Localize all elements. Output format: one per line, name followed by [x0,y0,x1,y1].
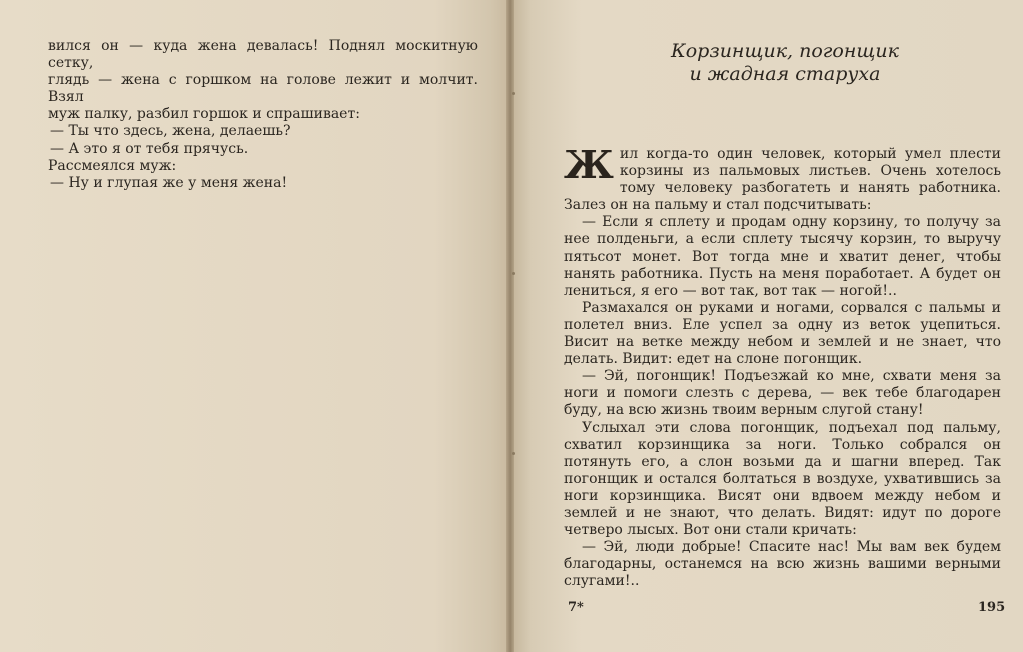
text-line: глядь — жена с горшком на голове лежит и молчит. Взял [48,72,478,106]
binding-stitch [512,272,515,275]
left-page-text [48,38,478,192]
paragraph: — Эй, погонщик! Подъезжай ко мне, схвати меня за ноги и помоги слезть с дерева, — век тебе благодарен буду, на всю жизнь твоим верным слугой стану! [564,368,1001,419]
paragraph: — Если я сплету и продам одну корзину, то получу за нее полденьги, а если сплету тысячу корзин, то выручу пятьсот монет. Вот тогда мне и хватит денег, чтобы нанять работника. Пусть на меня поработает. А будет он лениться, я его — вот так, вот так — ногой!.. [564,214,1001,299]
text-line: — Ну и глупая же у меня жена! [50,174,288,191]
book-spine [506,0,514,652]
binding-stitch [512,452,515,455]
title-line-1: Корзинщик, погонщик [671,40,899,62]
right-page-text [564,142,1001,590]
drop-cap: Ж [564,142,614,187]
text-line: вился он — куда жена девалась! Поднял москитную сетку, [48,38,478,72]
text-line: — Ты что здесь, жена, делаешь? [50,123,291,140]
page-number: 195 [978,600,1006,615]
signature-mark: 7* [568,600,584,615]
paragraph: — Эй, люди добрые! Спасите нас! Мы вам век будем благодарны, останемся на всю жизнь вашими верными слугами!.. [564,539,1001,590]
story-title [620,40,950,86]
title-line-2: и жадная старуха [689,63,881,85]
binding-stitch [512,92,515,95]
paragraph-first [564,142,1001,214]
paragraph: Услыхал эти слова погонщик, подъехал под пальму, схватил корзинщика за ноги. Только собрался он потянуть его, а слон возьми да и шагни вперед. Так погонщик и остался болтаться в воздухе, ухватившись за ноги корзинщика. Висят они вдвоем между небом и землей и не знают, что делать. Видят: идут по дороге четверо лысых. Вот они стали кричать: [564,419,1001,539]
text-line: — А это я от тебя прячусь. [50,140,249,157]
text-line: муж палку, разбил горшок и спрашивает: [48,106,360,123]
text-line: Рассмеялся муж: [48,157,177,174]
paragraph: Размахался он руками и ногами, сорвался с пальмы и полетел вниз. Еле успел за одну из веток уцепиться. Висит на ветке между небом и землей и не знает, что делать. Видит: едет на слоне погонщик. [564,299,1001,368]
paragraph-text: ил когда-то один человек, который умел плести корзины из пальмовых листьев. Очень хотелось тому человеку разбогатеть и нанять работника. Залез он на пальму и стал подсчитывать: [564,146,1001,214]
